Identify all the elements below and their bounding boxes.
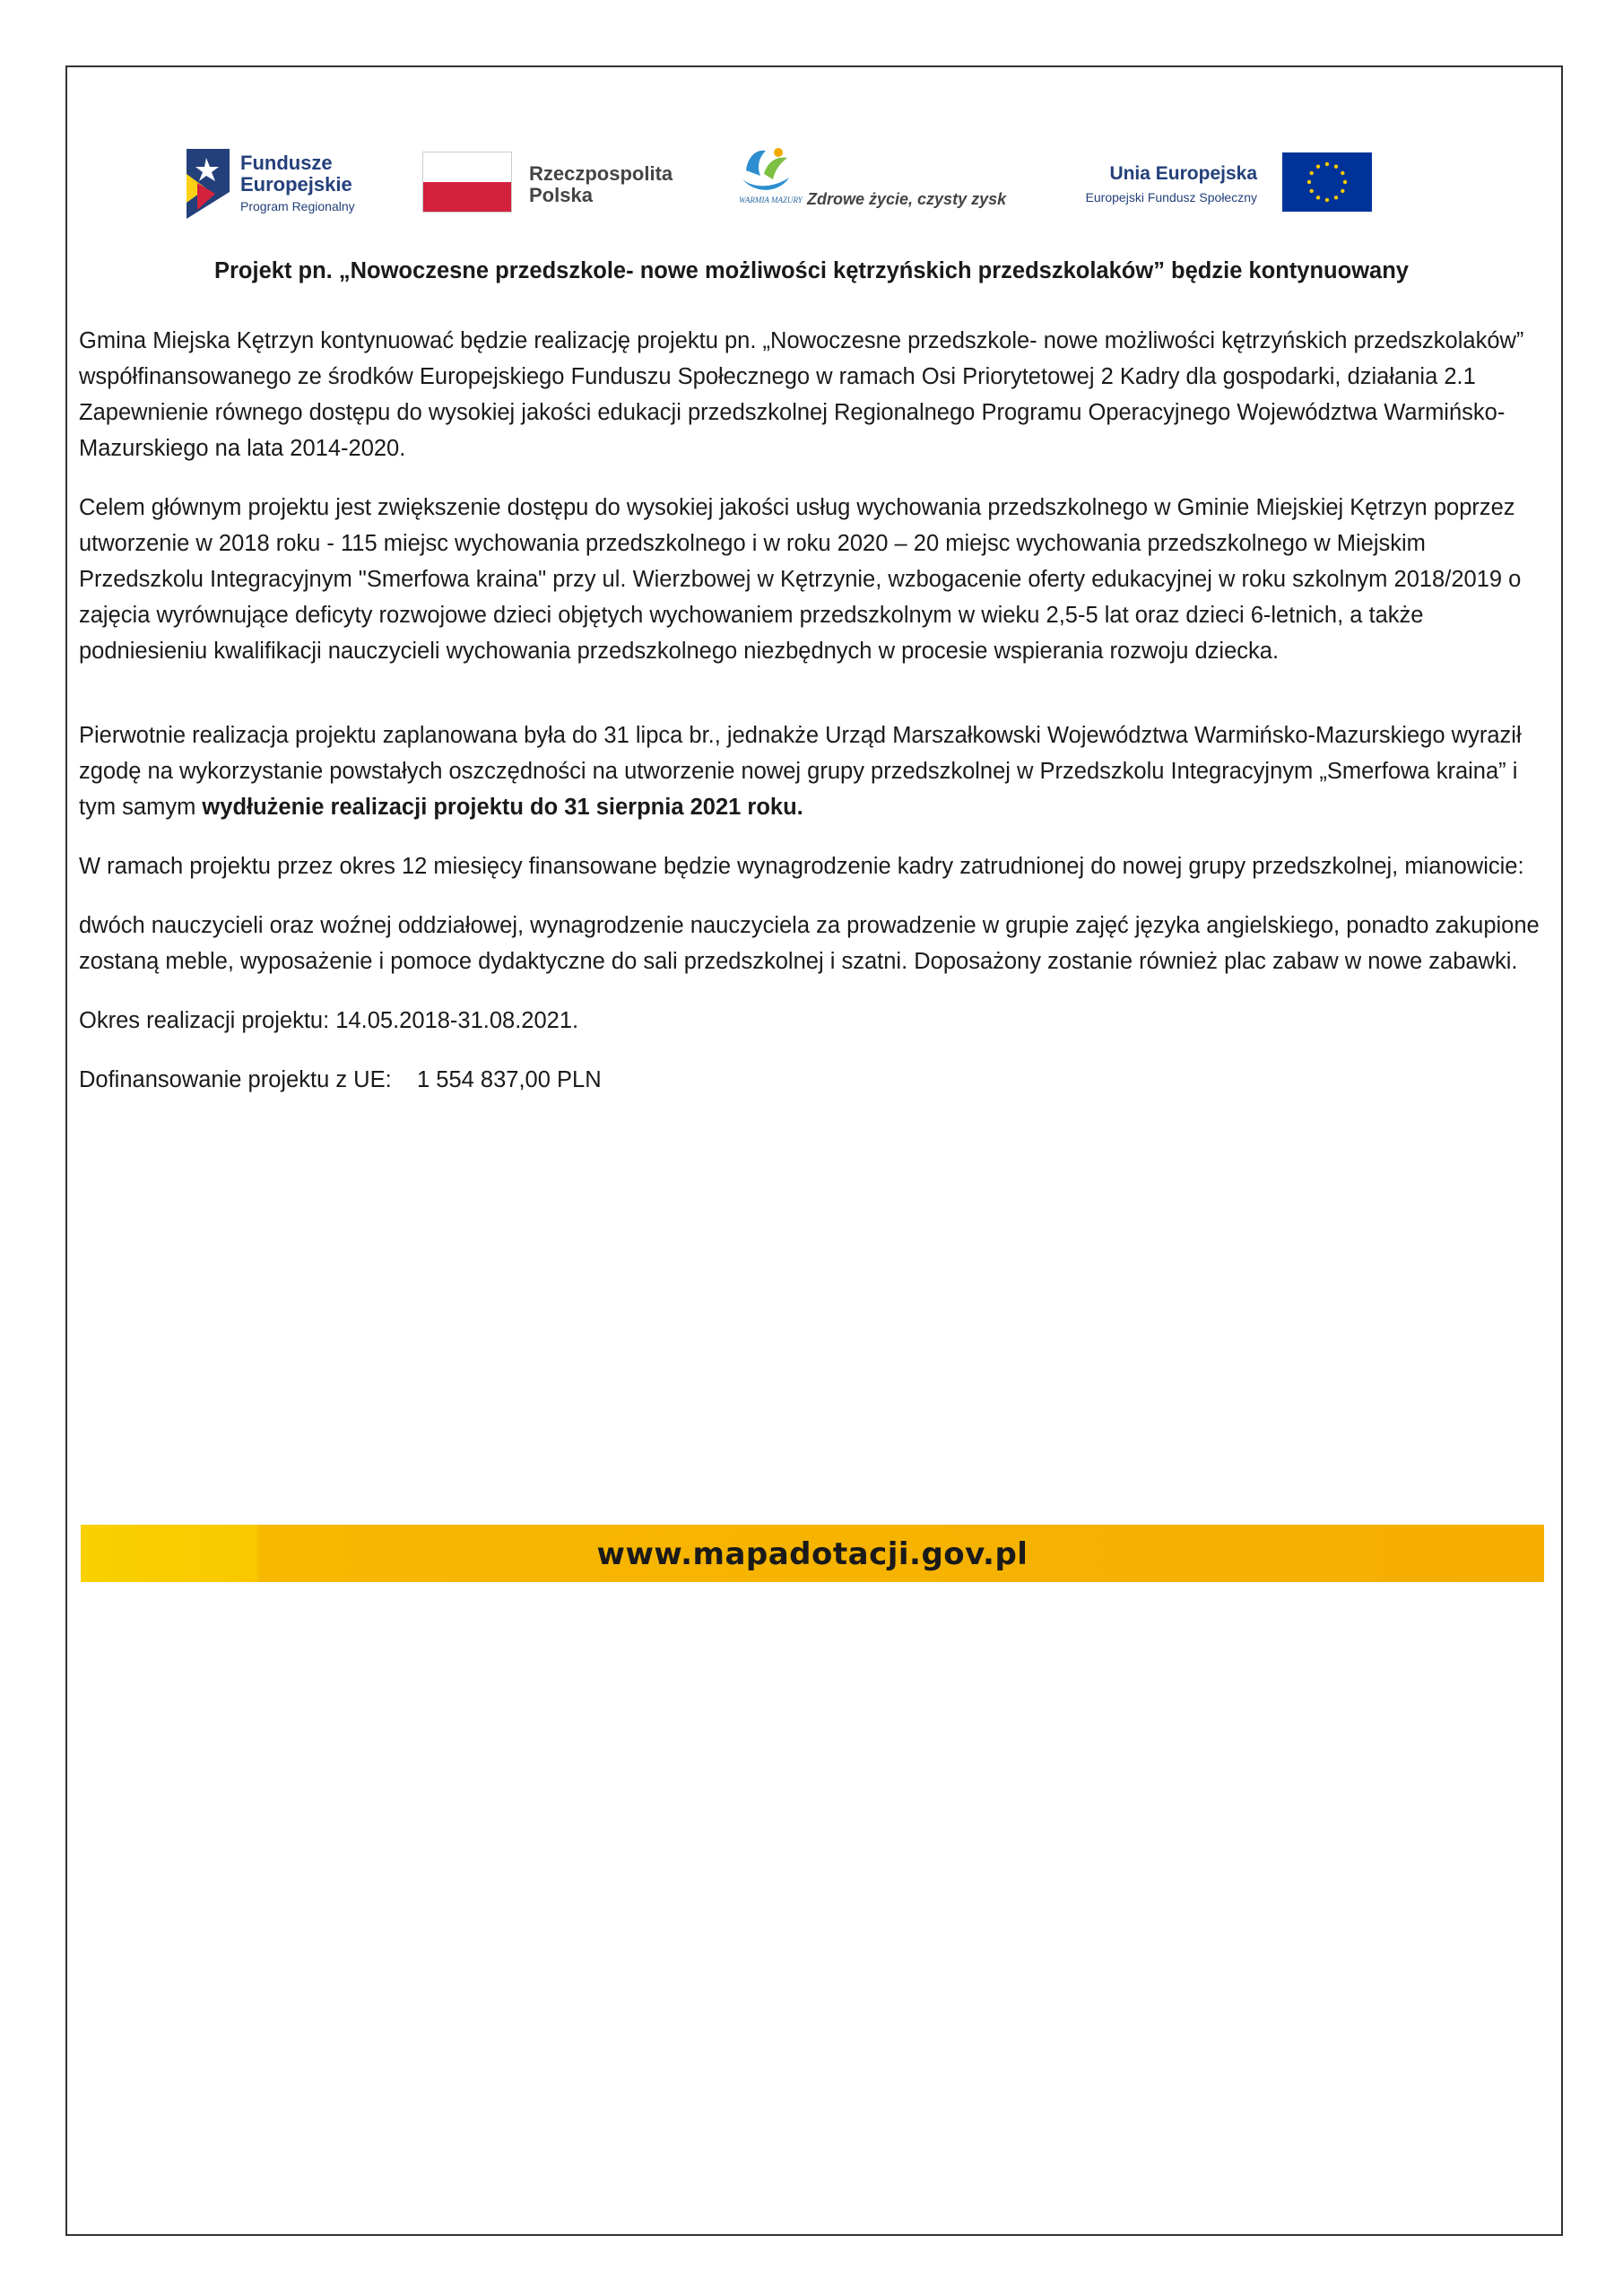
rp-line2: Polska <box>529 184 593 206</box>
ue-line1: Unia Europejska <box>1109 163 1257 184</box>
fe-line2: Europejskie <box>240 173 352 196</box>
paragraph-3-text: Pierwotnie realizacja projektu zaplanowana była do 31 lipca br., jednakże Urząd Marszałkowski Województwa Warmińsko-Mazurskiego wyraził zgodę na wykorzystanie powstałych oszczędności na utworzenie nowej grupy przedszkolnej w Przedszkolu Integracyjnym „Smerfowa kraina” i tym samym <box>79 723 1522 820</box>
fundusze-europejskie-icon <box>179 147 235 221</box>
eu-star <box>1325 162 1329 166</box>
paragraph-3-bold: wydłużenie realizacji projektu do 31 sierpnia 2021 roku. <box>202 795 803 820</box>
eu-star <box>1309 171 1313 175</box>
rzeczpospolita-polska-logo <box>423 144 692 224</box>
eu-star <box>1341 171 1344 175</box>
eu-flag-icon <box>1282 152 1372 212</box>
paragraph-6: Okres realizacji projektu: 14.05.2018-31.08.2021. <box>79 1008 579 1033</box>
ue-line2: Europejski Fundusz Społeczny <box>1085 190 1257 204</box>
fe-line3: Program Regionalny <box>240 199 355 213</box>
logo-strip <box>179 144 1381 224</box>
paragraph-1: Gmina Miejska Kętrzyn kontynuować będzie realizację projektu pn. „Nowoczesne przedszkole- nowe możliwości kętrzyńskich przedszkolaków” współfinansowanego ze środków Europejskiego Funduszu Społecznego w ramach Osi Priorytetowej 2 Kadry dla gospodarki, działania 2.1 Zapewnienie równego dostępu do wysokiej jakości edukacji przedszkolnej Regionalnego Programu Operacyjnego Województwa Warmińsko- Mazurskiego na lata 2014-2020. <box>79 328 1524 461</box>
eu-star <box>1316 164 1320 168</box>
warmia-mazury-logo <box>737 144 1033 224</box>
unia-europejska-logo <box>1076 144 1372 224</box>
paragraph-5: dwóch nauczycieli oraz woźnej oddziałowej, wynagrodzenie nauczyciela za prowadzenie w grupie zajęć języka angielskiego, ponadto zakupione zostaną meble, wyposażenie i pomoce dydaktyczne do sali przedszkolnej i szatni. Doposażony zostanie również plac zabaw w nowe zabawki. <box>79 913 1540 974</box>
polish-flag-icon <box>423 152 511 212</box>
eu-star <box>1307 180 1311 184</box>
eu-star <box>1325 198 1329 202</box>
mapadotacji-banner <box>81 1525 1544 1582</box>
paragraph-7: Dofinansowanie projektu z UE: 1 554 837,00 PLN <box>79 1067 602 1092</box>
warmia-mazury-icon <box>737 144 803 217</box>
eu-star <box>1334 164 1338 168</box>
wm-slogan: Zdrowe życie, czysty zysk <box>807 190 1007 208</box>
eu-star <box>1334 196 1338 199</box>
eu-star <box>1309 189 1313 193</box>
wm-small-label: WARMIA MAZURY <box>739 196 803 204</box>
fundusze-europejskie-logo <box>179 144 386 224</box>
paragraph-2: Celem głównym projektu jest zwiększenie dostępu do wysokiej jakości usług wychowania przedszkolnego w Gminie Miejskiej Kętrzyn poprzez utworzenie w 2018 roku - 115 miejsc wychowania przedszkolnego i w roku 2020 – 20 miejsc wychowania przedszkolnego w Miejskim Przedszkolu Integracyjnym "Smerfowa kraina" przy ul. Wierzbowej w Kętrzynie, wzbogacenie oferty edukacyjnej w roku szkolnym 2018/2019 o zajęcia wyrównujące deficyty rozwojowe dzieci objętych wychowaniem przedszkolnym w wieku 2,5-5 lat oraz dzieci 6-letnich, a także podniesieniu kwalifikacji nauczycieli wychowania przedszkolnego niezbędnych w procesie wspierania rozwoju dziecka. <box>79 495 1522 664</box>
fe-line1: Fundusze <box>240 152 333 174</box>
document-heading: Projekt pn. „Nowoczesne przedszkole- nowe możliwości kętrzyńskich przedszkolaków” będzie kontynuowany <box>214 258 1409 283</box>
mapadotacji-url: www.mapadotacji.gov.pl <box>596 1536 1028 1572</box>
paragraph-4: W ramach projektu przez okres 12 miesięcy finansowane będzie wynagrodzenie kadry zatrudnionej do nowej grupy przedszkolnej, mianowicie: <box>79 854 1524 879</box>
eu-star <box>1343 180 1347 184</box>
paragraph-3 <box>79 718 1541 825</box>
eu-star <box>1341 189 1344 193</box>
document-body <box>79 323 1541 1121</box>
rp-line1: Rzeczpospolita <box>529 162 673 185</box>
eu-star <box>1316 196 1320 199</box>
